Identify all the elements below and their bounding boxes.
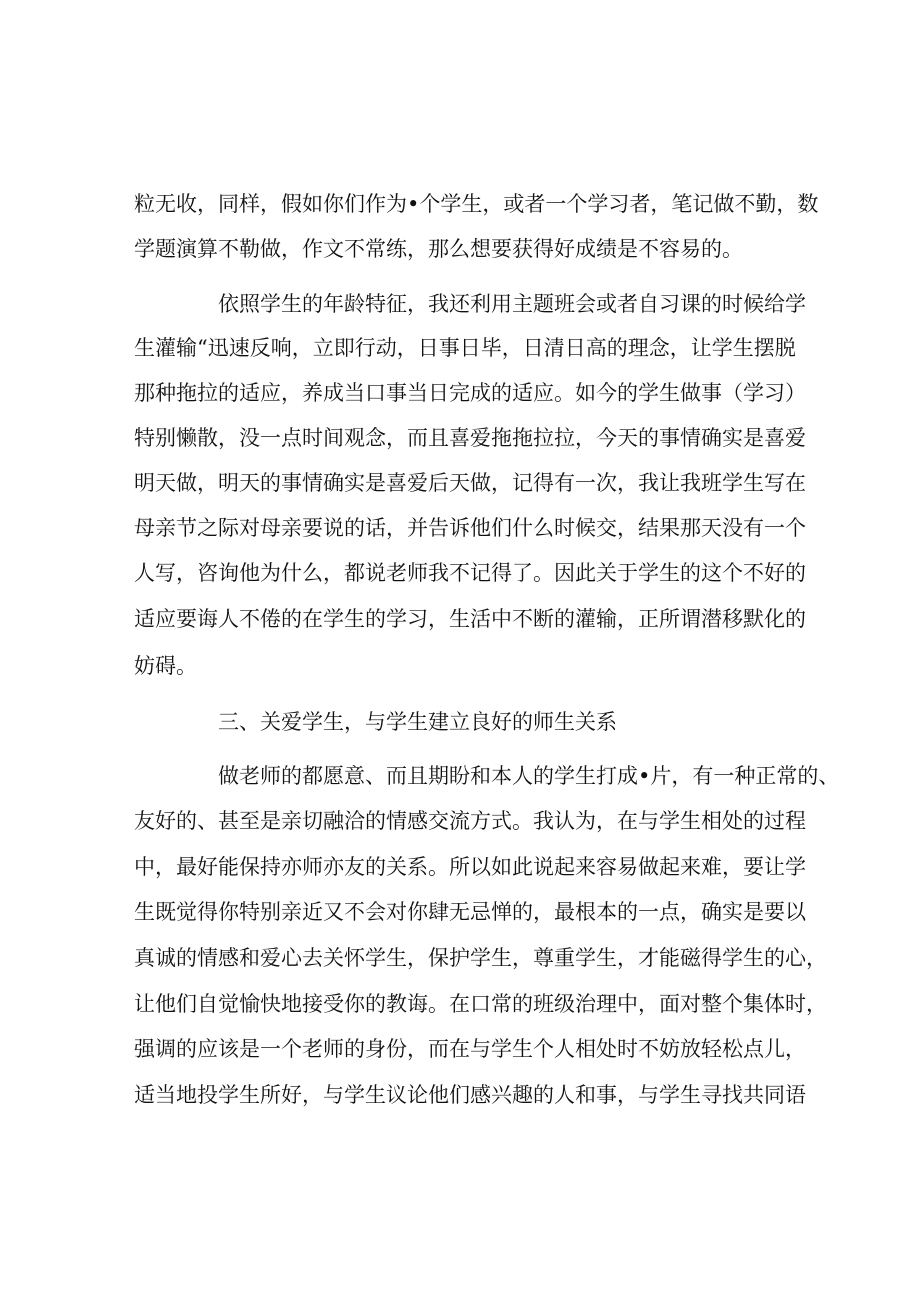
paragraph-2-line-4: 特别懒散，没一点时间观念，而且喜爱拖拖拉拉，今天的事情确实是喜爱 (134, 426, 806, 450)
paragraph-2-line-3: 那种拖拉的适应，养成当口事当日完成的适应。如今的学生做事（学习） (134, 381, 806, 405)
section-heading: 三、关爱学生，与学生建立良好的师生关系 (218, 710, 617, 734)
paragraph-3-line-2: 友好的、甚至是亲切融洽的情感交流方式。我认为，在与学生相处的过程 (134, 809, 806, 833)
paragraph-2-line-9: 妨碍。 (134, 654, 197, 678)
paragraph-2-line-6: 母亲节之际对母亲要说的话，并告诉他们什么时候交，结果那天没有一个 (134, 516, 806, 540)
paragraph-3-line-1: 做老师的都愿意、而且期盼和本人的学生打成•片，有一种正常的、 (218, 764, 840, 788)
paragraph-1-line-1: 粒无收，同样，假如你们作为•个学生，或者一个学习者，笔记做不勤，数 (134, 192, 819, 216)
paragraph-2-line-5: 明天做，明天的事情确实是喜爱后天做，记得有一次，我让我班学生写在 (134, 471, 806, 495)
paragraph-3-line-6: 让他们自觉愉快地接受你的教诲。在口常的班级治理中，面对整个集体时， (134, 992, 827, 1016)
paragraph-1-line-2: 学题演算不勒做，作文不常练，那么想要获得好成绩是不容易的。 (134, 237, 743, 261)
paragraph-2-line-2: 生灌输“迅速反响，立即行动，日事日毕，日清日高的理念，让学生摆脱 (134, 336, 796, 360)
paragraph-3-line-7: 强调的应该是一个老师的身份，而在与学生个人相处时不妨放轻松点儿， (134, 1037, 806, 1061)
paragraph-3-line-4: 生既觉得你特别亲近又不会对你肆无忌惮的，最根本的一点，确实是要以 (134, 900, 806, 924)
paragraph-2-line-1: 依照学生的年龄特征，我还利用主题班会或者自习课的时候给学 (218, 292, 806, 316)
paragraph-3-line-8: 适当地投学生所好，与学生议论他们感兴趣的人和事，与学生寻找共同语 (134, 1083, 806, 1107)
paragraph-3-line-5: 真诚的情感和爱心去关怀学生，保护学生，尊重学生，才能磁得学生的心， (134, 946, 827, 970)
paragraph-2-line-7: 人写，咨询他为什么，都说老师我不记得了。因此关于学生的这个不好的 (134, 561, 806, 585)
paragraph-3-line-3: 中，最好能保持亦师亦友的关系。所以如此说起来容易做起来难，要让学 (134, 855, 806, 879)
paragraph-2-line-8: 适应要诲人不倦的在学生的学习，生活中不断的灌输，正所谓潜移默化的 (134, 607, 806, 631)
